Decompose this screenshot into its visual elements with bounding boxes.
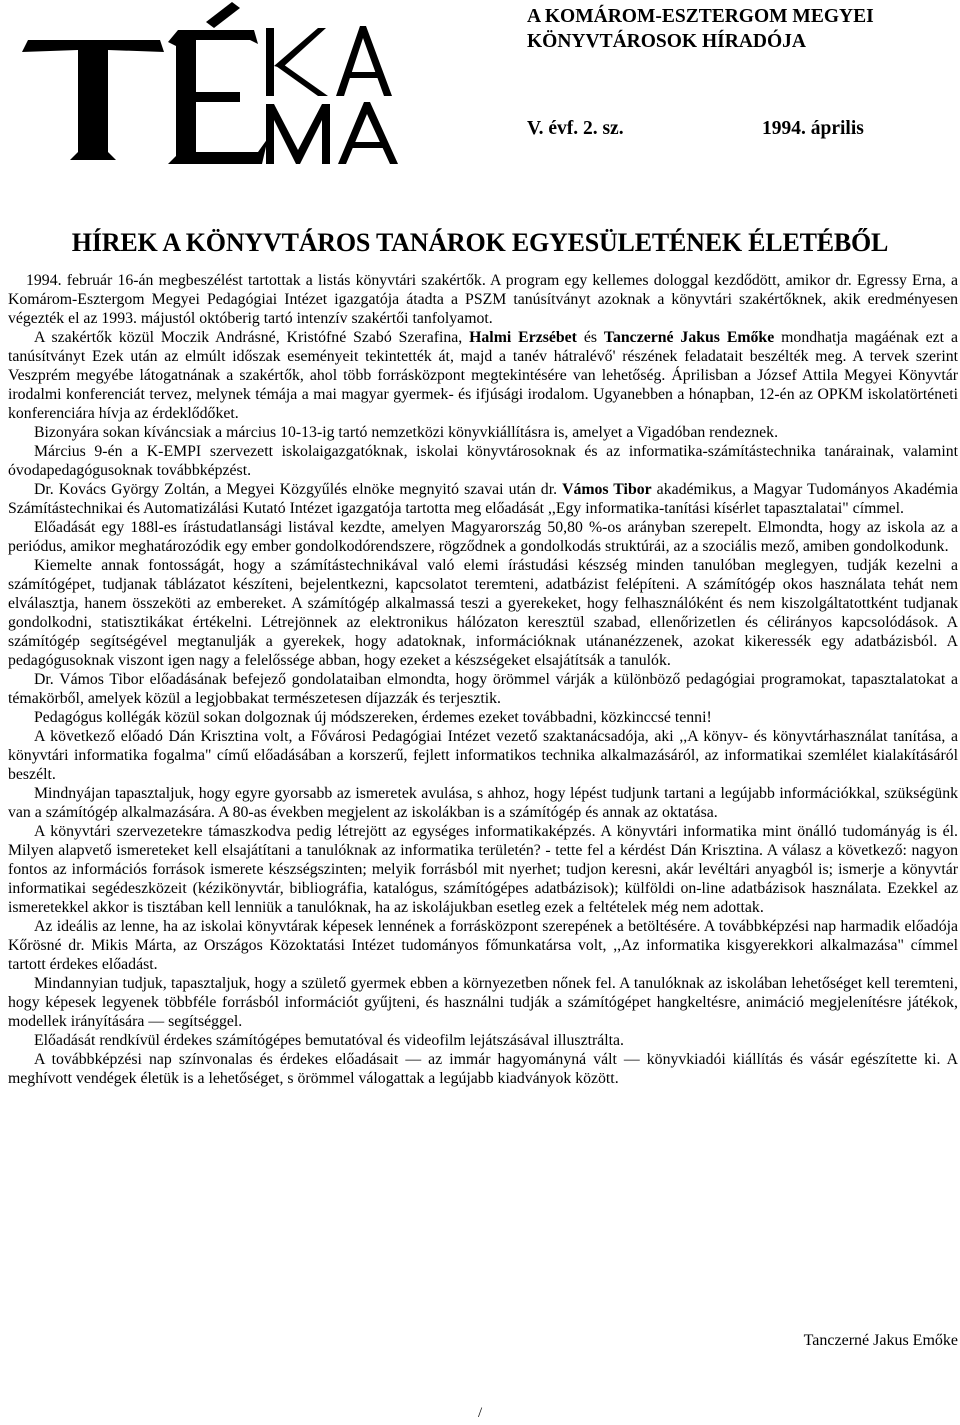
person-name: Vámos Tibor xyxy=(562,481,652,498)
paragraph: Mindnyájan tapasztaljuk, hogy egyre gyorsabb az ismeretek avulása, s ahhoz, hogy lépést tudjunk tartani a legújabb információkkal, szükségünk van a számítógép alkalmazására. A 80-as években megjelent az iskolákban is a számítógép és annak az oktatása. xyxy=(8,785,958,821)
article-headline: HÍREK A KÖNYVTÁROS TANÁROK EGYESÜLETÉNEK ÉLETÉBŐL xyxy=(71,228,889,257)
paragraph: Dr. Vámos Tibor előadásának befejező gondolataiban elmondta, hogy örömmel várják a különböző pedagógiai programokat, tapasztalatokat a témakörből, amelyek közül a legjobbakat természetesen díjazzák és terjesztik. xyxy=(8,671,958,707)
paragraph: A szakértők közül Moczik Andrásné, Kristófné Szabó Szerafina, Halmi Erzsébet és Tanczerné Jakus Emőke mondhatja magáénak ezt a tanúsítványt Ezek után az elmúlt időszak eseményeit tekintették át, majd a tanév hátralévő' részének feladatait beszélték meg. A tervek szerint Veszprém megyébe látogatnának a szakértők, ahol több forrásközpont megtekintésére van lehetőség. Áprilisban a József Attila Megyei Könyvtár irodalmi konferenciát tervez, melynek témája a mai magyar gyermek- és ifjúsági irodalom. Ugyanebben a hónapban, 12-én az OPKM iskolatörténeti konferenciára hívja az érdeklődőket. xyxy=(8,329,958,422)
paragraph: Március 9-én a K-EMPI szervezett iskolaigazgatóknak, iskolai könyvtárosoknak és az informatika-számítástechnika tanárainak, valamint óvodapedagógusoknak továbbképzést. xyxy=(8,443,958,479)
paragraph: Előadását egy 188l-es írástudatlansági listával kezdte, amelyen Magyarország 50,80 %-os arányban szerepelt. Elmondta, hogy az iskola az a periódus, amikor meghatározódik egy ember gondolkodórendszere, rögződnek a gondolkodás struktúrái, az a szociális mező, amiben gondolkodunk. xyxy=(8,519,958,555)
paragraph: A következő előadó Dán Krisztina volt, a Fővárosi Pedagógiai Intézet vezető szaktanácsadója, aki ,,A könyv- és könyvtárhasználat tanítása, a könyvtári informatika fogalma" című előadásában a korszerű, fejlett informatikos technika alkalmazásáról, az informatikai szemlélet kialakításáról beszélt. xyxy=(8,728,958,783)
issue-number: V. évf. 2. sz. xyxy=(527,118,624,139)
paragraph: 1994. február 16-án megbeszélést tartottak a listás könyvtári szakértők. A program egy kellemes dologgal kezdődött, amikor dr. Egressy Erna, a Komárom-Esztergom Megyei Pedagógiai Intézet igazgatója átadta a PSZM tanúsítványt azoknak a könyvtári szakértőknek, akik eredményesen végezték el az 1993. májustól októberig tartó intenzív szakértői tanfolyamot. xyxy=(8,272,958,327)
paragraph: Dr. Kovács György Zoltán, a Megyei Közgyűlés elnöke megnyitó szavai után dr. Vámos Tibor akadémikus, a Magyar Tudományos Akadémia Számítástechnikai és Automatizálási Kutató Intézet igazgatója tartotta meg előadását ,,Egy informatika-tanítási kísérlet tapasztalatai" címmel. xyxy=(8,481,958,517)
page-mark: / xyxy=(478,1405,483,1421)
person-name: Tanczerné Jakus Emőke xyxy=(603,329,775,346)
paragraph: A könyvtári szervezetekre támaszkodva pedig létrejött az egységes informatikaképzés. A könyvtári informatika mint önálló tudományág is él. Milyen alapvető ismereteket kell elsajátítani a tanulóknak az informatika területén? - tette fel a kérdést Dán Krisztina. A válasz a következő: nagyon fontos az információs források ismerete készségszinten; melyik forrásból mit nyerhet; tudjon keresni, akár levéltári anyagból is; ismerje a könyvtár informatikai segédeszközeit (kézikönyvtár, bibliográfia, katalógus, számítógépes adatbázisok); külföldi on-line adatbázisok használata. Ezekkel az ismeretekkel akkor is tisztában kell lenniük a tanulóknak, ha az iskolájukban esetleg ezek a feltételek még nem adottak. xyxy=(8,823,958,916)
paragraph: Mindannyian tudjuk, tapasztaljuk, hogy a születő gyermek ebben a környezetben nőnek fel. A tanulóknak az iskolában lehetőséget kell teremteni, hogy képesek legyenek többféle forrásból információt gyűjteni, és használni tudják a számítógépet hangkeltésre, animáció megjelenítésre játékok, modellek irányítására — segítséggel. xyxy=(8,975,958,1030)
paragraph: Előadását rendkívül érdekes számítógépes bemutatóval és videofilm lejátszásával illusztrálta. xyxy=(34,1032,624,1049)
issue-date: 1994. április xyxy=(762,118,864,139)
masthead-title-line2: KÖNYVTÁROSOK HÍRADÓJA xyxy=(527,31,806,52)
paragraph: Bizonyára sokan kíváncsiak a március 10-13-ig tartó nemzetközi könyvkiállításra is, amelyet a Vigadóban rendeznek. xyxy=(34,424,779,441)
masthead-title-line1: A KOMÁROM-ESZTERGOM MEGYEI xyxy=(527,6,874,27)
paragraph: A továbbképzési nap színvonalas és érdekes előadásait — az immár hagyományná vált — könyvkiadói kiállítás és vásár egészítette ki. A meghívott vendégek életük is a lehetőséget, s örömmel válogattak a legújabb kiadványok között. xyxy=(8,1051,958,1087)
person-name: Halmi Erzsébet xyxy=(469,329,577,346)
paragraph: Kiemelte annak fontosságát, hogy a számítástechnikával való elemi írástudási készség minden tanulóban meglegyen, tudják kezelni a számítógépet, tudjanak táblázatot készíteni, bejelentkezni, kapcsolatot teremteni, adatbázist felépíteni. A számítógép okos használata tehát nem elválasztja, hanem összeköti az embereket. A számítógép alkalmassá teszi a gyerekeket, hogy felhasználóként és nem kiszolgáltatottként tudjanak gondolkodni, statisztikákat értékelni. Létrejönnek az elektronikus hálózaton keresztül szabad, ellenőrizetlen és célirányos kapcsolódások. A számítógép segítségével megtanulják a gyerekek, hogy adatoknak, információknak utánanézzenek, azokat kikeressék egy adatbázisból. A pedagógusoknak viszont igen nagy a felelőssége abban, hogy ezeket a készségeket elsajátítsák a tanulók. xyxy=(8,557,958,669)
logo-image xyxy=(18,0,408,168)
teka-ema-logo xyxy=(18,0,408,168)
article-body xyxy=(8,271,958,1088)
paragraph: Az ideális az lenne, ha az iskolai könyvtárak képesek lennének a forrásközpont szerepének a betöltésére. A továbbképzési nap harmadik előadója Kőrösné dr. Mikis Márta, az Országos Közoktatási Intézet tudományos főmunkatársa volt, ,,Az informatika kisgyerekkori alkalmazása" címmel tartott érdekes előadást. xyxy=(8,918,958,973)
paragraph: Pedagógus kollégák közül sokan dolgoznak új módszereken, érdemes ezeket továbbadni, közkinccsé tenni! xyxy=(34,709,712,726)
author-signature: Tanczerné Jakus Emőke xyxy=(803,1332,958,1349)
